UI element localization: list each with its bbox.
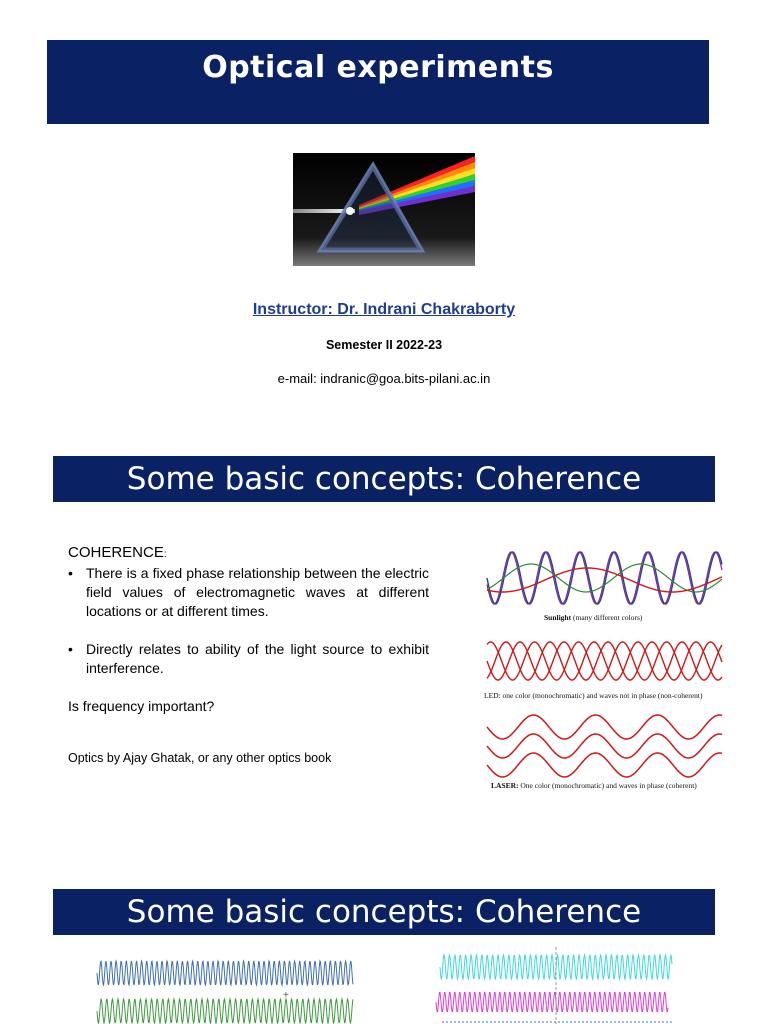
section-heading-banner — [53, 456, 715, 502]
coherence-heading — [68, 543, 429, 564]
prism-image — [293, 153, 475, 266]
bullet-icon: • — [68, 565, 73, 581]
email-text: e-mail: indranic@goa.bits-pilani.ac.in — [277, 371, 491, 386]
led-wave — [487, 642, 722, 680]
signal-waveforms-left — [95, 955, 357, 1024]
coherence-colon: : — [163, 549, 167, 560]
signal-wave — [436, 993, 668, 1012]
bullet-text: There is a fixed phase relationship between the electric field values of electromagnetic waves at different locations or at different times. — [86, 565, 429, 619]
signal-wave — [97, 961, 353, 985]
coherence-waves-figure — [482, 540, 727, 800]
section-heading: Some basic concepts: Coherence — [126, 894, 642, 930]
bullet-item — [68, 564, 429, 621]
section-heading-banner — [53, 889, 715, 935]
bullet-item — [68, 640, 429, 678]
laser-caption: LASER: One color (monochromatic) and waves in phase (coherent) — [491, 781, 697, 790]
sunlight-caption: Sunlight (many different colors) — [544, 613, 643, 622]
waves-illustration — [482, 540, 727, 800]
page-title: Optical experiments — [202, 50, 554, 85]
laser-wave — [487, 734, 722, 758]
marker-icon: + — [283, 990, 289, 1001]
coherence-label: COHERENCE — [68, 544, 164, 561]
reference-text: Optics by Ajay Ghatak, or any other optics book — [68, 751, 332, 765]
laser-wave — [487, 715, 722, 739]
signal-waveforms-right — [432, 947, 677, 1024]
semester-text: Semester II 2022-23 — [325, 338, 443, 352]
instructor-link[interactable]: Instructor: Dr. Indrani Chakraborty — [252, 301, 516, 318]
bullet-icon: • — [68, 641, 73, 657]
signal-wave — [97, 999, 353, 1023]
coherence-text-block — [68, 543, 429, 768]
led-caption: LED: one color (monochromatic) and waves not in phase (non-coherent) — [484, 691, 703, 700]
title-banner — [47, 40, 709, 124]
question-text: Is frequency important? — [68, 698, 215, 714]
section-heading: Some basic concepts: Coherence — [126, 461, 642, 497]
laser-wave — [487, 753, 722, 777]
bullet-text: Directly relates to ability of the light source to exhibit interference. — [86, 641, 429, 676]
